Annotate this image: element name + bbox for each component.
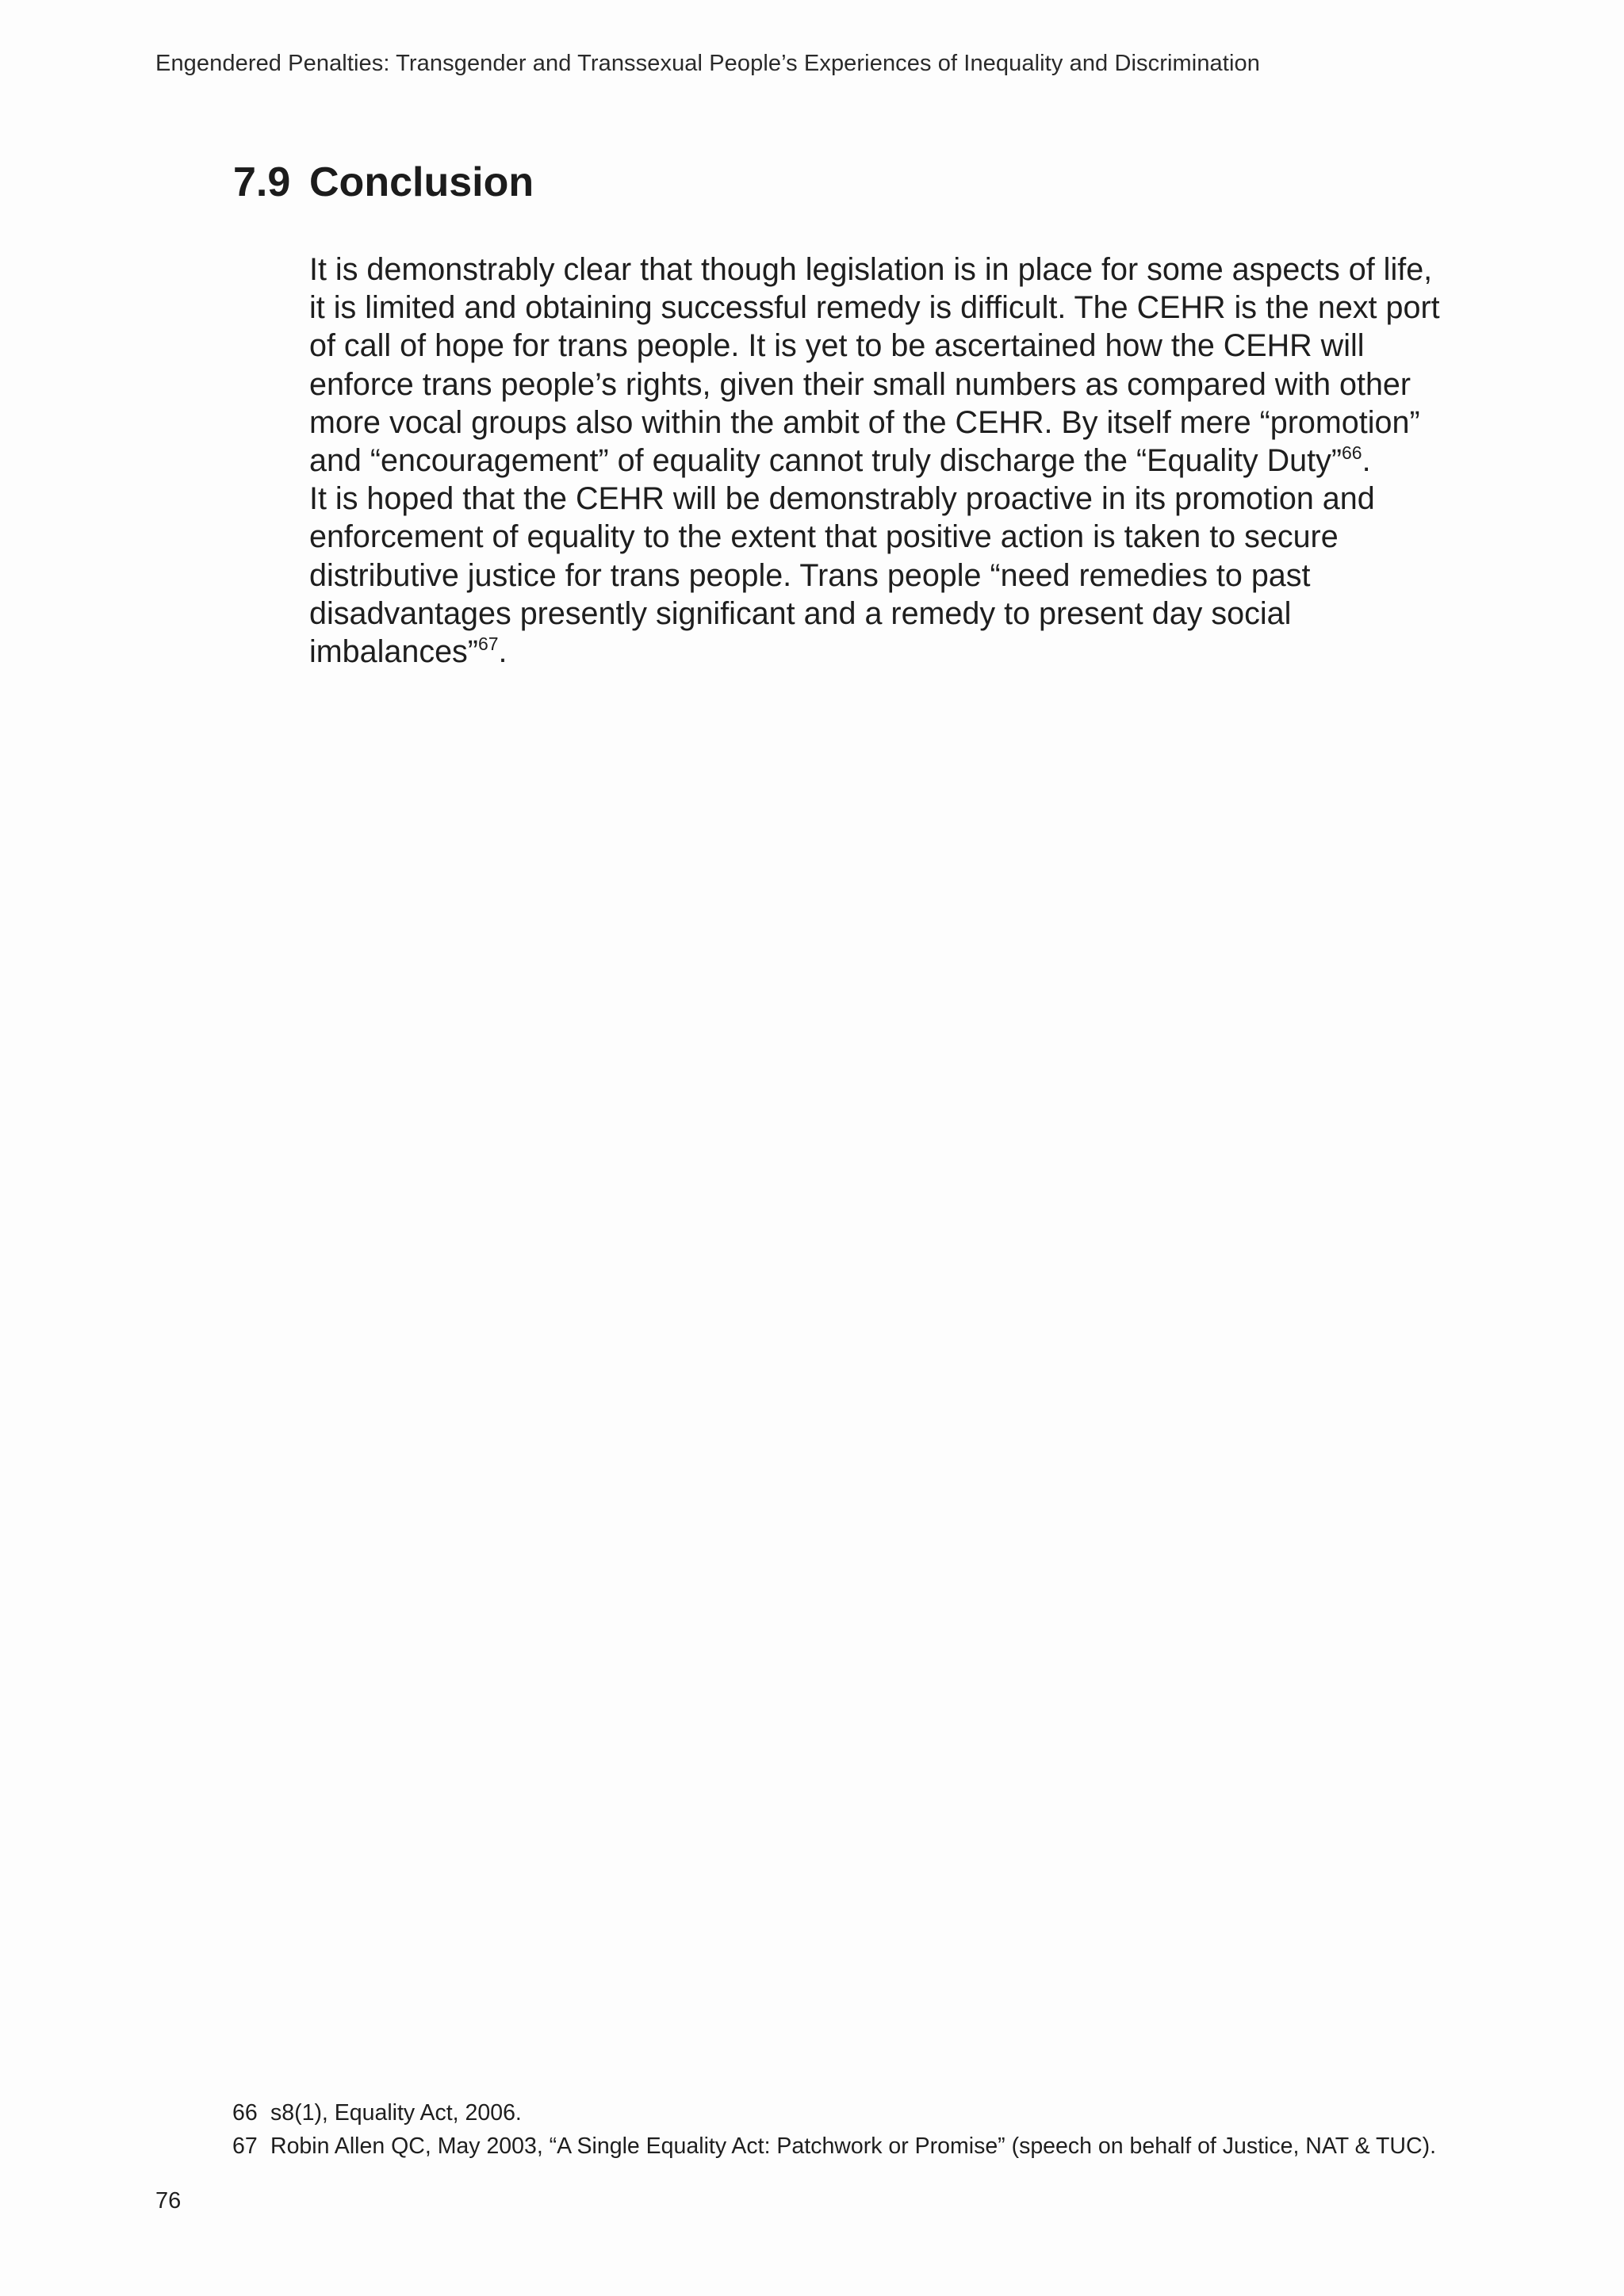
footnote-ref-66[interactable]: 66 <box>1342 442 1362 464</box>
section-number: 7.9 <box>233 159 291 205</box>
footnotes <box>232 2096 1436 2163</box>
paragraph-punct: . <box>1362 443 1371 479</box>
paragraph-line: It is demonstrably clear that though legislation is in place for some aspects of life, <box>309 252 1433 287</box>
paragraph-line: of call of hope for trans people. It is yet to be ascertained how the CEHR will <box>309 328 1365 364</box>
footnote-text: Robin Allen QC, May 2003, “A Single Equality Act: Patchwork or Promise” (speech on behalf of Justice, NAT & TUC). <box>270 2133 1436 2159</box>
paragraph-punct: . <box>498 634 508 670</box>
footnote-text: s8(1), Equality Act, 2006. <box>270 2100 522 2126</box>
paragraph-line: enforcement of equality to the extent that positive action is taken to secure <box>309 519 1339 555</box>
conclusion-paragraph <box>309 251 1467 671</box>
paragraph-line-text: imbalances” <box>309 634 478 670</box>
footnote-number: 67 <box>232 2133 258 2159</box>
section-title: Conclusion <box>309 159 534 205</box>
paragraph-line: it is limited and obtaining successful remedy is difficult. The CEHR is the next port <box>309 290 1440 326</box>
paragraph-line <box>309 633 1467 671</box>
paragraph-line-text: and “encouragement” of equality cannot truly discharge the “Equality Duty” <box>309 443 1342 479</box>
section-heading <box>233 159 534 205</box>
footnote-67 <box>232 2130 1436 2163</box>
paragraph-line <box>309 442 1467 480</box>
footnote-66 <box>232 2096 1436 2130</box>
running-header: Engendered Penalties: Transgender and Transsexual People’s Experiences of Inequality and Discrimination <box>155 51 1260 76</box>
paragraph-line: enforce trans people’s rights, given their small numbers as compared with other <box>309 366 1411 402</box>
footnote-number: 66 <box>232 2100 258 2126</box>
paragraph-line: disadvantages presently significant and a remedy to present day social <box>309 595 1292 631</box>
footnote-ref-67[interactable]: 67 <box>477 633 499 655</box>
paragraph-line: It is hoped that the CEHR will be demonstrably proactive in its promotion and <box>309 481 1375 517</box>
page-number: 76 <box>155 2188 182 2214</box>
paragraph-line: more vocal groups also within the ambit of the CEHR. By itself mere “promotion” <box>309 404 1420 440</box>
paragraph-line: distributive justice for trans people. Trans people “need remedies to past <box>309 557 1311 593</box>
